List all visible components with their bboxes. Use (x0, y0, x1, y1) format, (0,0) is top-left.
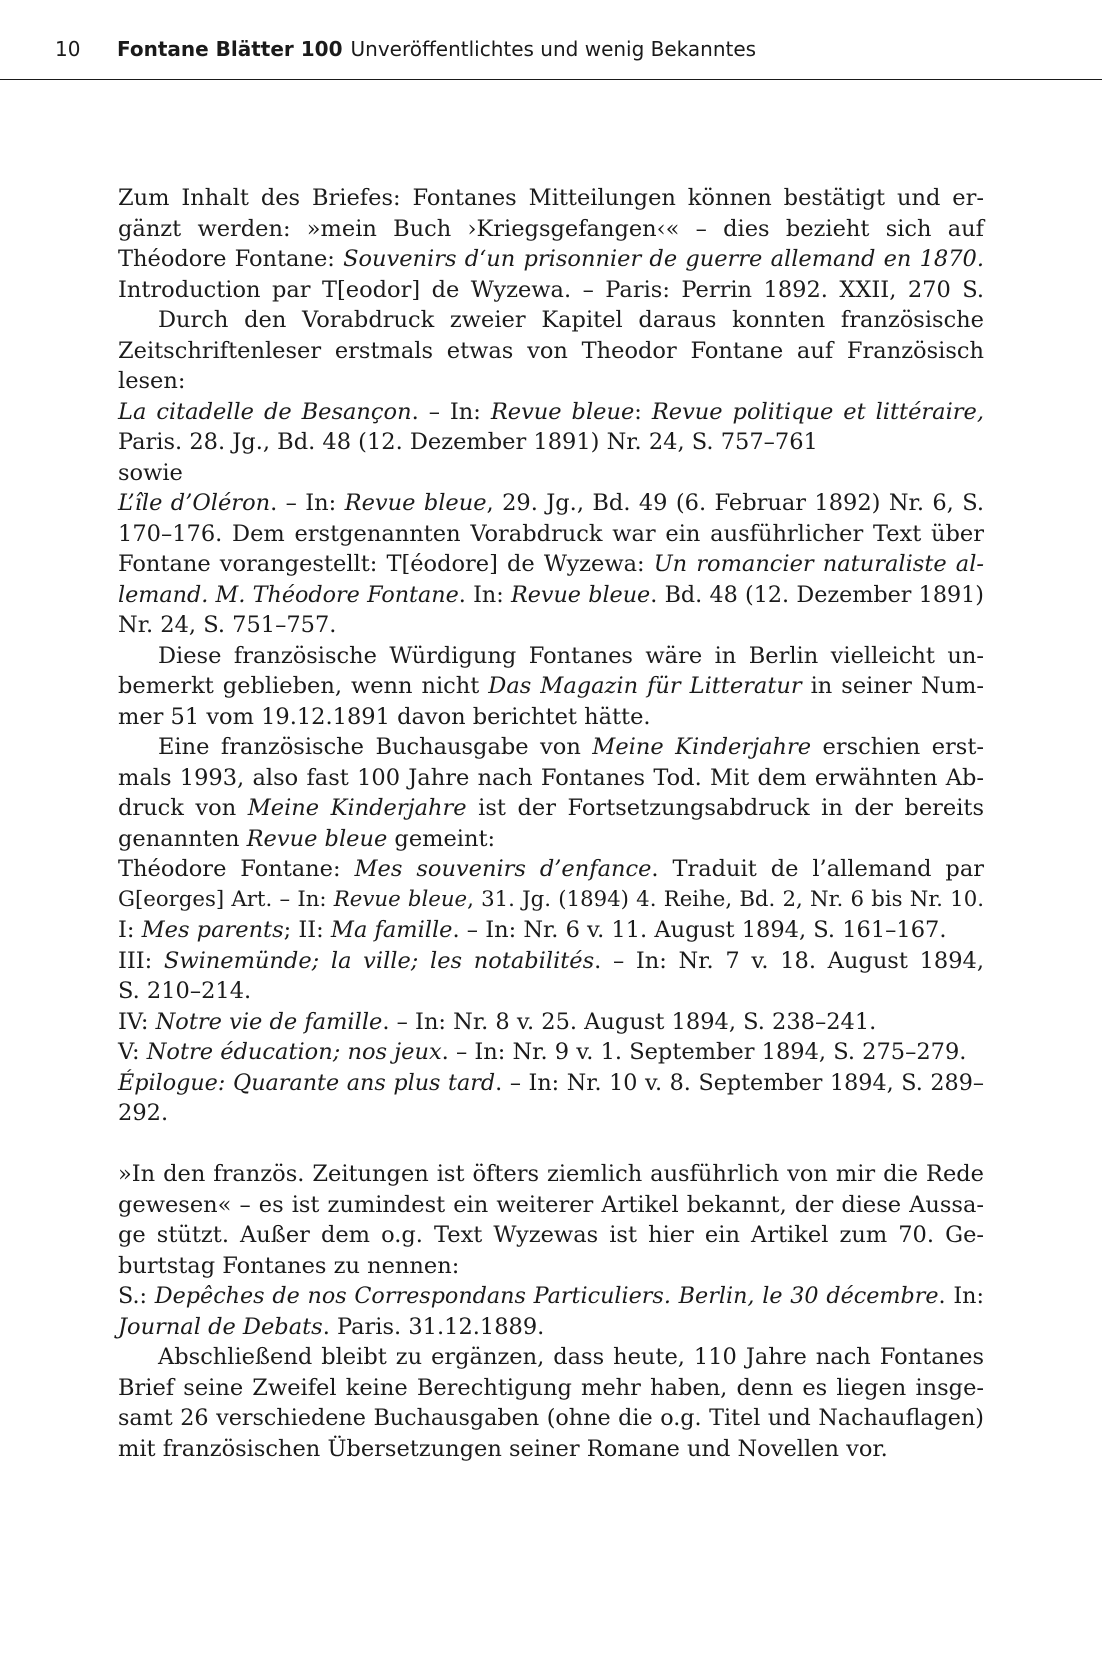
text-line: gewesen« – es ist zumindest ein weiterer Artikel bekannt, der diese Aussa- (118, 1191, 984, 1218)
citation-line: Théodore Fontane: Mes souvenirs d’enfance. Traduit de l’allemand par (118, 856, 984, 882)
citation-line: La citadelle de Besançon. – In: Revue bleue: Revue politique et littéraire, (118, 398, 984, 425)
running-header (0, 0, 1102, 80)
text-line: Théodore Fontane: Souvenirs d‘un prisonnier de guerre allemand en 1870. (118, 246, 984, 272)
text-line: lemand. M. Théodore Fontane. In: Revue bleue. Bd. 48 (12. Dezember 1891) (118, 581, 984, 608)
journal-title: Fontane Blätter 100 (117, 37, 343, 61)
citation-line: S. 210–214. (118, 978, 252, 1004)
text-line: genannten Revue bleue gemeint: (118, 825, 496, 852)
text-line: mals 1993, also fast 100 Jahre nach Fontanes Tod. Mit dem erwähnten Ab- (118, 764, 984, 791)
citation-line: Épilogue: Quarante ans plus tard. – In: Nr. 10 v. 8. September 1894, S. 289– (118, 1069, 984, 1096)
text-line: druck von Meine Kinderjahre ist der Fortsetzungsabdruck in der bereits (118, 795, 985, 821)
text-line: Zum Inhalt des Briefes: Fontanes Mitteilungen können bestätigt und er- (118, 185, 984, 211)
section-title: Unveröffentlichtes und wenig Bekanntes (350, 37, 757, 61)
text-line: Zeitschriftenleser erstmals etwas von Theodor Fontane auf Französisch (118, 337, 984, 364)
citation-line: S.: Depêches de nos Correspondans Particuliers. Berlin, le 30 décembre. In: (118, 1283, 984, 1309)
article-body (118, 183, 984, 1464)
citation-line: 292. (118, 1100, 169, 1126)
text-line: Nr. 24, S. 751–757. (118, 612, 337, 638)
paragraph-start: Abschließend bleibt zu ergänzen, dass heute, 110 Jahre nach Fontanes (158, 1344, 984, 1370)
page-number: 10 (55, 37, 81, 61)
text-line: lesen: (118, 368, 186, 394)
text-line: Introduction par T[eodor] de Wyzewa. – Paris: Perrin 1892. XXII, 270 S. (118, 276, 984, 303)
citation-line: L’île d’Oléron. – In: Revue bleue, 29. Jg., Bd. 49 (6. Februar 1892) Nr. 6, S. (118, 490, 984, 516)
citation-line: I: Mes parents; II: Ma famille. – In: Nr. 6 v. 11. August 1894, S. 161–167. (118, 917, 947, 943)
citation-line: Paris. 28. Jg., Bd. 48 (12. Dezember 1891) Nr. 24, S. 757–761 (118, 429, 818, 455)
citation-line: Journal de Debats. Paris. 31.12.1889. (118, 1313, 545, 1340)
header-title (117, 37, 756, 61)
text-line: 170–176. Dem erstgenannten Vorabdruck war ein ausführlicher Text über (118, 520, 984, 547)
citation-line: III: Swinemünde; la ville; les notabilités. – In: Nr. 7 v. 18. August 1894, (118, 947, 984, 974)
text-line: bemerkt geblieben, wenn nicht Das Magazin für Litteratur in seiner Num- (118, 673, 984, 699)
citation-line: IV: Notre vie de famille. – In: Nr. 8 v. 25. August 1894, S. 238–241. (118, 1008, 877, 1035)
citation-line: G[eorges] Art. – In: Revue bleue, 31. Jg. (1894) 4. Reihe, Bd. 2, Nr. 6 bis Nr. 10. (118, 886, 984, 912)
text-line: gänzt werden: »mein Buch ›Kriegsgefangen‹« – dies bezieht sich auf (118, 215, 984, 242)
paragraph-start: Eine französische Buchausgabe von Meine Kinderjahre erschien erst- (158, 734, 984, 760)
text-line: burtstag Fontanes zu nennen: (118, 1252, 460, 1279)
text-line: mer 51 vom 19.12.1891 davon berichtet hätte. (118, 703, 651, 730)
paragraph-start: Diese französische Würdigung Fontanes wäre in Berlin vielleicht un- (158, 642, 984, 669)
text-line: mit französischen Übersetzungen seiner Romane und Novellen vor. (118, 1435, 888, 1462)
text-line: sowie (118, 459, 183, 486)
text-line: samt 26 verschiedene Buchausgaben (ohne die o.g. Titel und Nachauflagen) (118, 1405, 984, 1431)
citation-line: V: Notre éducation; nos jeux. – In: Nr. 9 v. 1. September 1894, S. 275–279. (118, 1039, 967, 1065)
text-line: Brief seine Zweifel keine Berechtigung mehr haben, denn es liegen insge- (118, 1374, 984, 1401)
paragraph-start: Durch den Vorabdruck zweier Kapitel daraus konnten französische (158, 307, 984, 333)
text-line: Fontane vorangestellt: T[éodore] de Wyzewa: Un romancier naturaliste al- (118, 551, 984, 577)
text-line: ge stützt. Außer dem o.g. Text Wyzewas ist hier ein Artikel zum 70. Ge- (118, 1222, 984, 1248)
text-line: »In den französ. Zeitungen ist öfters ziemlich ausführlich von mir die Rede (118, 1161, 984, 1187)
section-gap (118, 1129, 984, 1160)
